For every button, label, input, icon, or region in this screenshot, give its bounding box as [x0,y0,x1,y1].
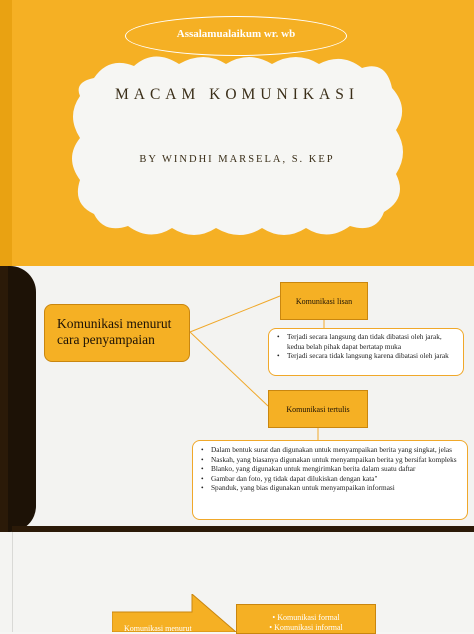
communication-diagram-slide [0,266,474,532]
formality-box [236,604,376,634]
bullet-icon: • [272,613,276,622]
bullet-icon: • [277,351,280,361]
written-communication-list [192,440,468,520]
list-item-text: Komunikasi informal [274,623,343,632]
list-item [201,473,459,484]
slide-title: MACAM KOMUNIKASI [114,86,360,103]
bullet-icon: • [201,454,204,464]
list-item [201,445,459,455]
written-communication-label: Komunikasi tertulis [286,404,350,414]
left-divider [12,532,13,632]
written-communication-box [268,390,368,428]
list-item-text: Spanduk, yang bias digunakan untuk menyampaikan informasi [211,483,395,493]
list-item-text: Terjadi secara tidak langsung karena dibatasi oleh jarak [287,351,449,361]
oral-communication-list [268,328,464,376]
bullet-icon: • [201,445,204,454]
bullet-icon: • [269,623,273,632]
bullet-icon: • [201,483,204,493]
main-category-box: Komunikasi menurut cara penyampaian [44,304,190,362]
list-item [201,483,459,493]
oral-communication-label: Komunikasi lisan [295,296,353,306]
bullet-icon: • [201,473,204,483]
formality-slide [0,532,474,632]
bullet-icon: • [201,464,204,474]
list-item-text: Dalam bentuk surat dan digunakan untuk menyampaikan berita yang singkat, jelas [211,445,452,454]
list-item [201,464,459,474]
slide-author: BY WINDHI MARSELA, S. KEP [139,154,335,165]
list-item [201,454,459,465]
list-item [277,332,457,351]
list-item-text: Naskah, yang biasanya digunakan untuk menyampaikan berita yg bersifat kompleks [211,454,457,464]
list-item-text: Gambar dan foto, yg tidak dapat dilukiskan dengan kata" [211,473,378,483]
list-item-text: Komunikasi formal [277,613,340,622]
bullet-icon: • [277,332,280,341]
title-slide [0,0,474,266]
cloud-shape [64,48,410,244]
list-item-text: Blanko, yang digunakan untuk mengirimkan berita dalam suatu daftar [211,464,416,474]
list-item-text: Terjadi secara langsung dan tidak dibatasi oleh jarak, kedua belah pihak dapat bertatap muka [287,332,442,351]
greeting-text: Assalamualaikum wr. wb [176,28,296,40]
list-item [237,613,375,623]
left-strip [0,0,12,266]
list-item [277,351,457,361]
oral-communication-box [280,282,368,320]
arrow-label: Komunikasi menurut [124,624,192,633]
